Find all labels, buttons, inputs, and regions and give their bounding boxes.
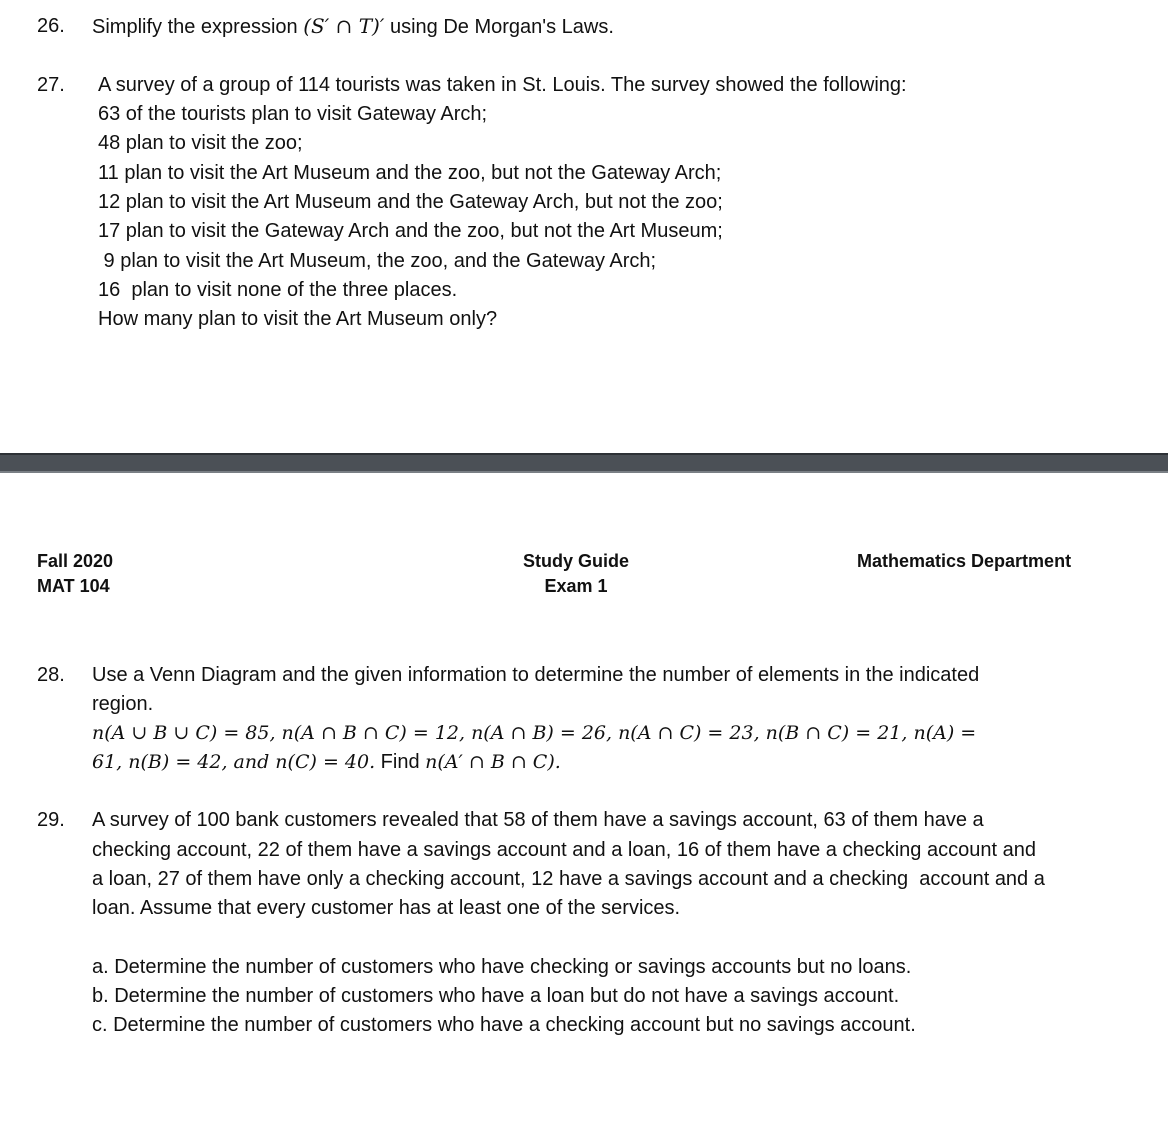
question-26-text-after: using De Morgan's Laws. xyxy=(384,16,614,38)
question-26-text xyxy=(92,12,614,42)
question-28-math-line-2 xyxy=(92,748,561,777)
question-28-line: Use a Venn Diagram and the given information to determine the number of elements in the indicated xyxy=(92,664,980,686)
question-28-line: region. xyxy=(92,693,154,715)
question-27-line: A survey of a group of 114 tourists was taken in St. Louis. The survey showed the following: xyxy=(98,74,907,96)
question-29-number: 29. xyxy=(37,809,65,831)
page-separator xyxy=(0,453,1168,473)
question-26-expression: (S′ ∩ T)′ xyxy=(303,14,385,38)
question-26-text-before: Simplify the expression xyxy=(92,16,304,38)
header-title: Study Guide xyxy=(522,551,629,571)
question-29-line: loan. Assume that every customer has at least one of the services. xyxy=(92,897,681,919)
question-27-line: 11 plan to visit the Art Museum and the zoo, but not the Gateway Arch; xyxy=(98,162,722,184)
question-28-target-region: n(A′ ∩ B ∩ C). xyxy=(425,751,561,773)
header-department: Mathematics Department xyxy=(857,551,1072,571)
question-29-line: A survey of 100 bank customers revealed that 58 of them have a savings account, 63 of them have a xyxy=(92,809,984,831)
question-27-line: 63 of the tourists plan to visit Gateway Arch; xyxy=(98,103,488,125)
question-28-number: 28. xyxy=(37,664,65,686)
question-29-part-c: c. Determine the number of customers who have a checking account but no savings account. xyxy=(92,1014,916,1036)
question-28-given-values: 61, n(B) = 42, and n(C) = 40. xyxy=(92,751,376,773)
question-29-part-b: b. Determine the number of customers who have a loan but do not have a savings account. xyxy=(92,985,900,1007)
question-27-line: 12 plan to visit the Art Museum and the Gateway Arch, but not the zoo; xyxy=(98,191,723,213)
question-29-line: a loan, 27 of them have only a checking account, 12 have a savings account and a checking account and a xyxy=(92,868,1045,890)
header-course: MAT 104 xyxy=(37,576,110,596)
question-26-number: 26. xyxy=(37,15,65,37)
question-27-number: 27. xyxy=(37,74,65,96)
question-27-question: How many plan to visit the Art Museum only? xyxy=(98,308,498,330)
header-subtitle: Exam 1 xyxy=(544,576,608,596)
question-27-line: 16 plan to visit none of the three places. xyxy=(98,279,458,301)
question-27-line: 17 plan to visit the Gateway Arch and the zoo, but not the Art Museum; xyxy=(98,220,723,242)
question-27-line: 9 plan to visit the Art Museum, the zoo, and the Gateway Arch; xyxy=(98,250,657,272)
question-28-find-label: Find xyxy=(375,751,426,773)
question-29-line: checking account, 22 of them have a savings account and a loan, 16 of them have a checking account and xyxy=(92,839,1036,861)
question-28-math-line: n(A ∪ B ∪ C) = 85, n(A ∩ B ∩ C) = 12, n(A ∩ B) = 26, n(A ∩ C) = 23, n(B ∩ C) = 21, n(A) = xyxy=(92,722,977,744)
header-term: Fall 2020 xyxy=(37,551,114,571)
question-27-line: 48 plan to visit the zoo; xyxy=(98,132,303,154)
question-29-part-a: a. Determine the number of customers who have checking or savings accounts but no loans. xyxy=(92,956,912,978)
